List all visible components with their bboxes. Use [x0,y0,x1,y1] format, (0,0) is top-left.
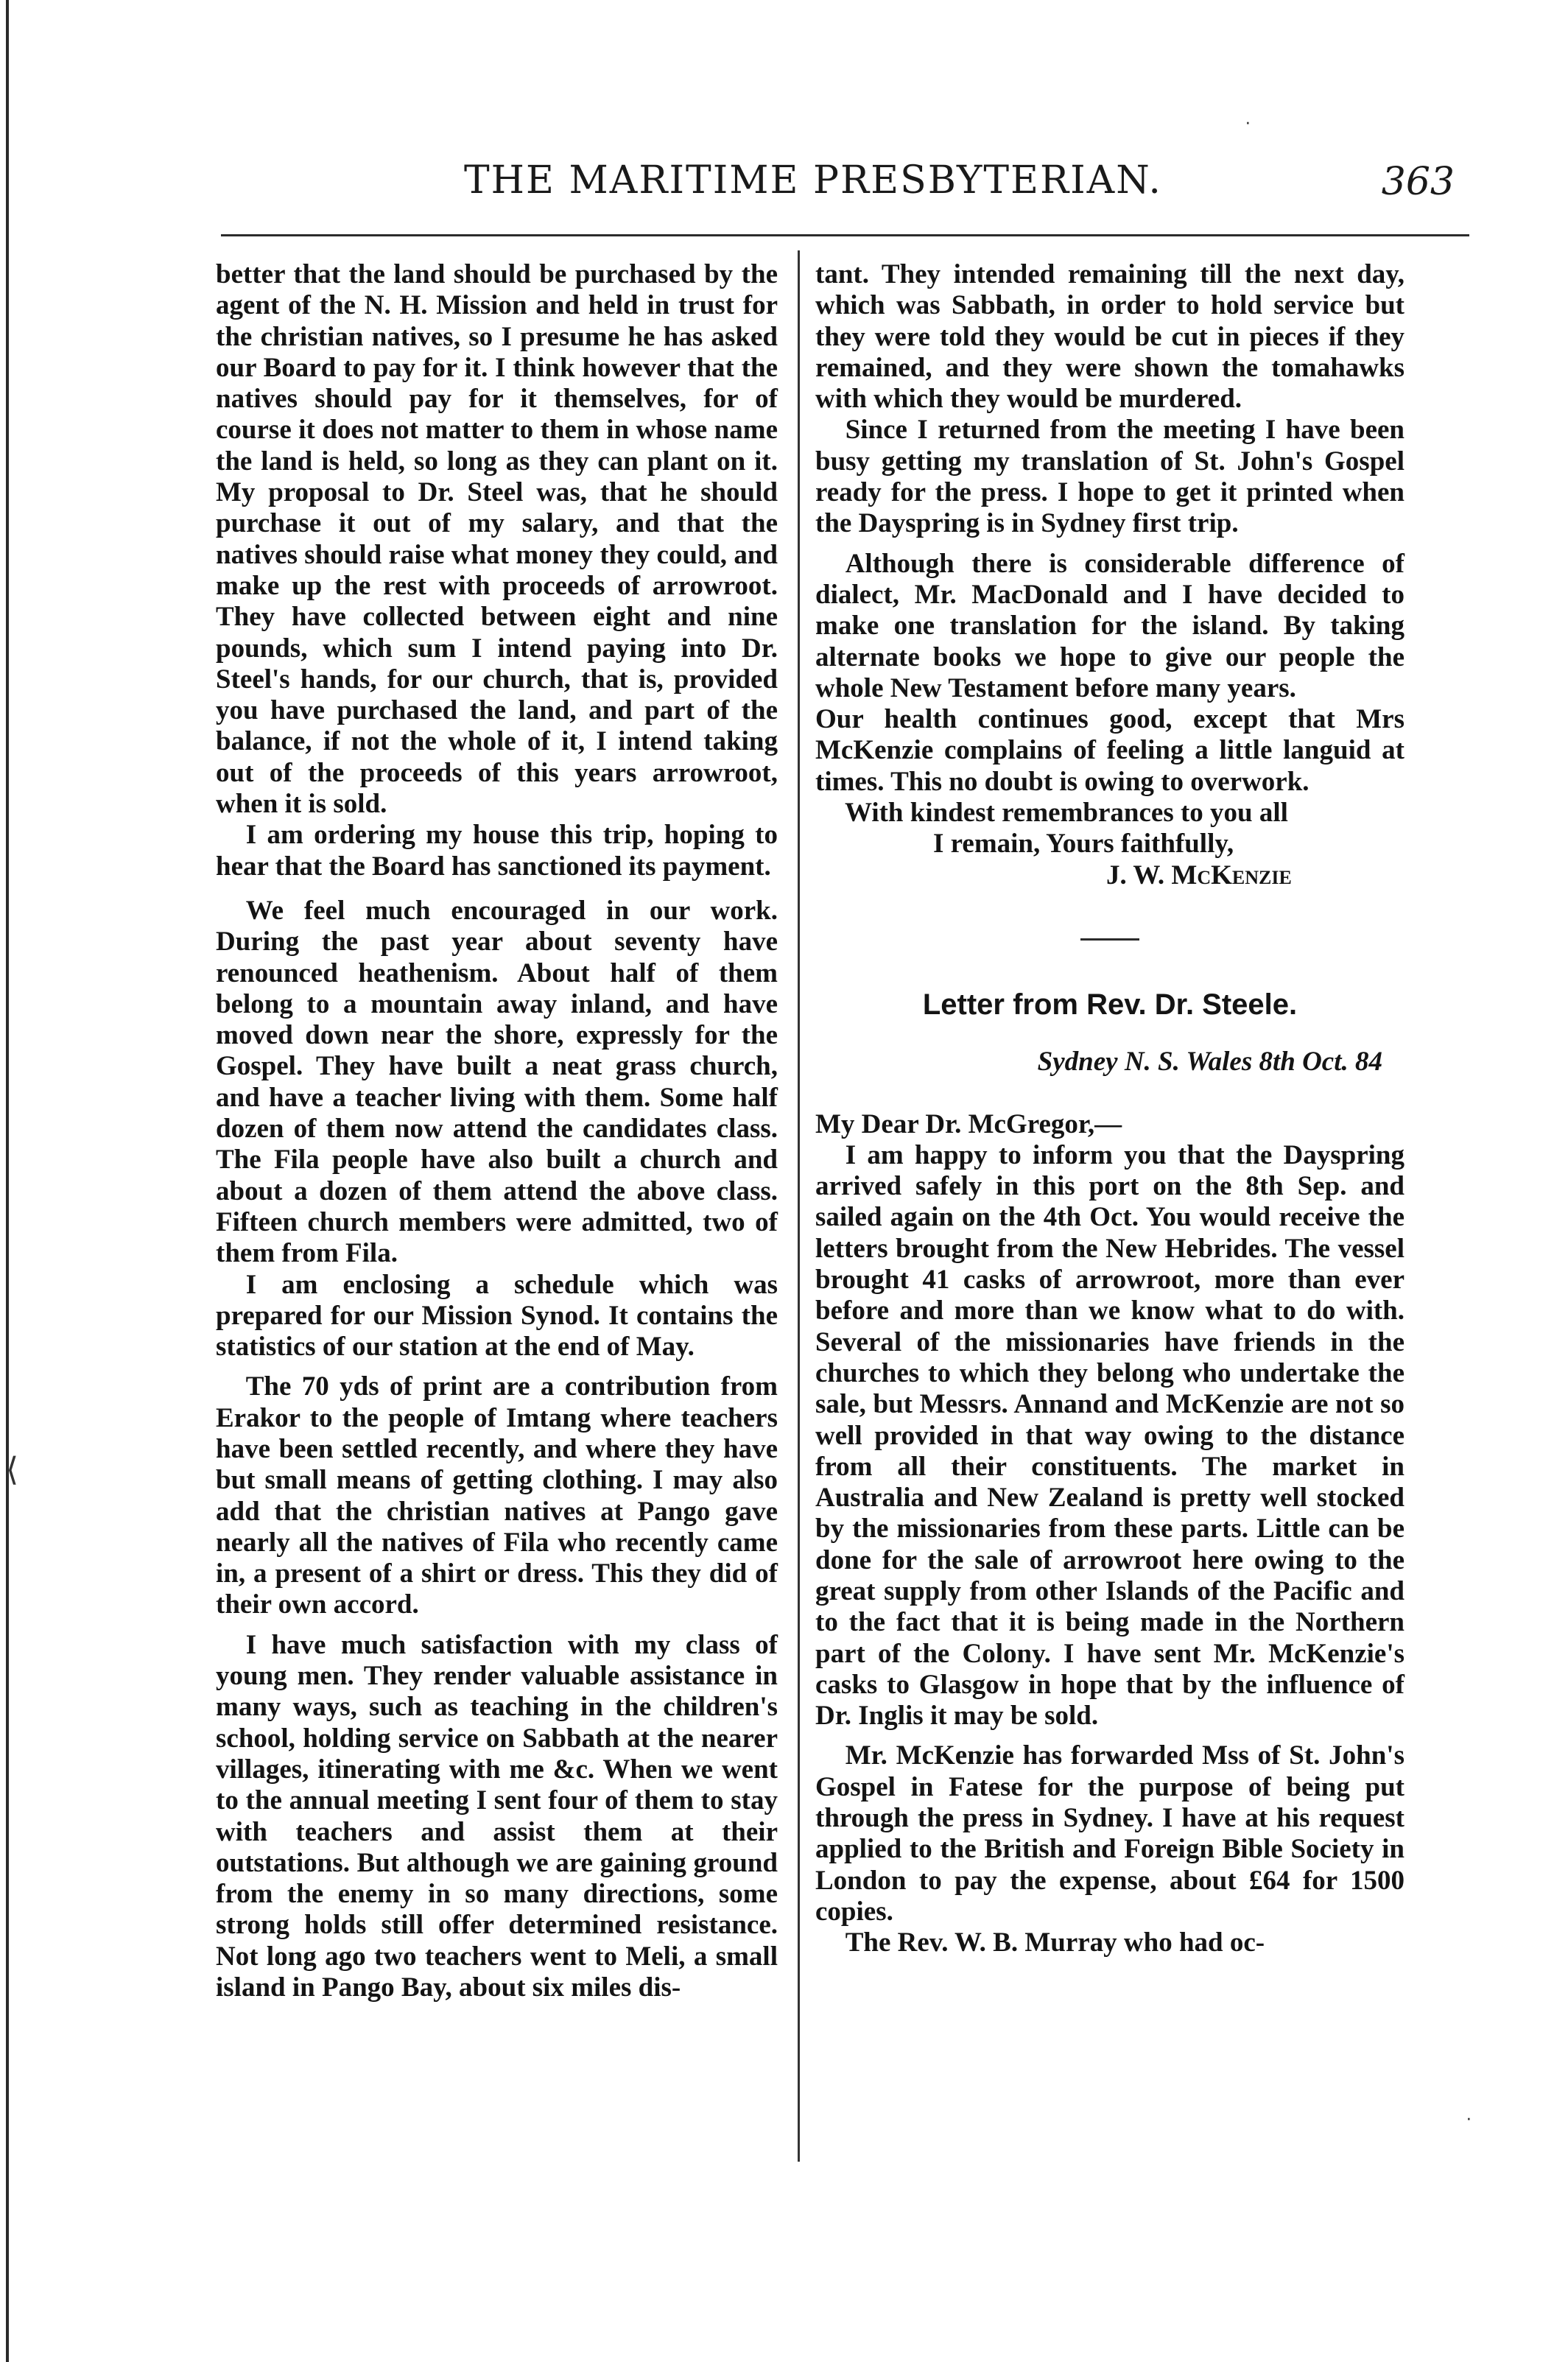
column-divider [798,250,800,2162]
paragraph: The Rev. W. B. Murray who had oc- [845,1927,1265,1958]
page-number: 363 [1381,160,1455,204]
remain-line: I remain, Yours faithfully, [933,829,1234,860]
margin-speck: · [1245,110,1251,133]
letter-heading: Letter from Rev. Dr. Steele. [922,988,1298,1021]
paragraph: I am ordering my house this trip, hoping to hear that the Board has sanctioned its payment. [216,820,778,882]
dateline: Sydney N. S. Wales 8th Oct. 84 [1037,1047,1382,1078]
paragraph: Mr. McKenzie has forwarded Mss of St. John's Gospel in Fatese for the purpose of being put through the press in Sydney. I have at his request applied to the British and Foreign Bible Society in London to pay the expense, about £64 for 1500 copies. [815,1740,1404,1927]
margin-bracket-mark: ⟨ [6,1452,19,1488]
running-head: THE MARITIME PRESBYTERIAN. [464,158,1162,203]
paragraph: better that the land should be purchased by the agent of the N. H. Mission and held in trust for the christian natives, so I presume he has asked our Board to pay for it. I think however that the natives should pay for it themselves, for of course it does not matter to them in whose name the land is held, so long as they can plant on it. My proposal to Dr. Steel was, that he should purchase it out of my salary, and that the natives should raise what money they could, and make up the rest with proceeds of arrowroot. They have collected between eight and nine pounds, which sum I intend paying into Dr. Steel's hands, for our church, that is, provided you have purchased the land, and part of the balance, if not the whole of it, I intend taking out of the proceeds of this years arrowroot, when it is sold. [216,259,778,820]
salutation: My Dear Dr. McGregor,— [815,1108,1122,1139]
paragraph: tant. They intended remaining till the next day, which was Sabbath, in order to hold service but they were told they would be cut in pieces if they remained, and they were shown the tomahawks with which they would be murdered. [815,259,1404,415]
margin-speck: · [1466,2106,1472,2129]
paragraph: I am happy to inform you that the Dayspring arrived safely in this port on the 8th Sep. and sailed again on the 4th Oct. You would receive the letters brought from the New Hebrides. The vessel brought 41 casks of arrowroot, more than ever before and more than we know what to do with. Several of the missionaries have friends in the churches to which they belong who undertake the sale, but Messrs. Annand and McKenzie are not so well provided in that way owing to the distance from all their constituents. The market in Australia and New Zealand is pretty well stocked by the missionaries from these parts. Little can be done for the sale of arrowroot here owing to the great supply from other Islands of the Pacific and to the fact that it is being made in the Northern part of the Colony. I have sent Mr. McKenzie's casks to Glasgow in hope that by the influence of Dr. Inglis it may be sold. [815,1139,1404,1732]
section-divider [1080,938,1139,941]
left-column [216,259,778,2003]
page-header [221,158,1473,217]
header-rule [221,234,1469,236]
closing-line: With kindest remembrances to you all [845,798,1288,829]
paragraph: Since I returned from the meeting I have been busy getting my translation of St. John's Gospel ready for the press. I hope to get it printed when the Dayspring is in Sydney first trip. [815,415,1404,539]
paragraph: I have much satisfaction with my class of young men. They render valuable assistance in many ways, such as teaching in the children's school, holding service on Sabbath at the nearer villages, itinerating with me &c. When we went to the annual meeting I sent four of them to stay with teachers and assist them at their outstations. But although we are gaining ground from the enemy in so many directions, some strong holds still offer determined resistance. Not long ago two teachers went to Meli, a small island in Pango Bay, about six miles dis- [216,1629,778,2003]
paragraph: Although there is considerable difference of dialect, Mr. MacDonald and I have decided to make one translation for the island. By taking alternate books we hope to give our people the whole New Testament before many years. [815,548,1404,703]
paragraph: The 70 yds of print are a contribution from Erakor to the people of Imtang where teachers have been settled recently, and where they have but small means of getting clothing. I may also add that the christian natives at Pango gave nearly all the natives of Fila who recently came in, a present of a shirt or dress. This they did of their own accord. [216,1371,778,1620]
signature: J. W. McKenzie [1106,860,1292,890]
paragraph: Our health continues good, except that Mrs McKenzie complains of feeling a little languid at times. This no doubt is owing to overwork. [815,704,1404,797]
paragraph: We feel much encouraged in our work. During the past year about seventy have renounced heathenism. About half of them belong to a mountain away inland, and have moved down near the shore, expressly for the Gospel. They have built a neat grass church, and have a teacher living with them. Some half dozen of them now attend the candidates class. The Fila people have also built a church and about a dozen of them attend the above class. Fifteen church members were admitted, two of them from Fila. [216,895,778,1269]
paragraph: I am enclosing a schedule which was prepared for our Mission Synod. It contains the statistics of our station at the end of May. [216,1269,778,1363]
right-column [815,259,1404,1959]
page-edge-rule [6,0,9,2362]
